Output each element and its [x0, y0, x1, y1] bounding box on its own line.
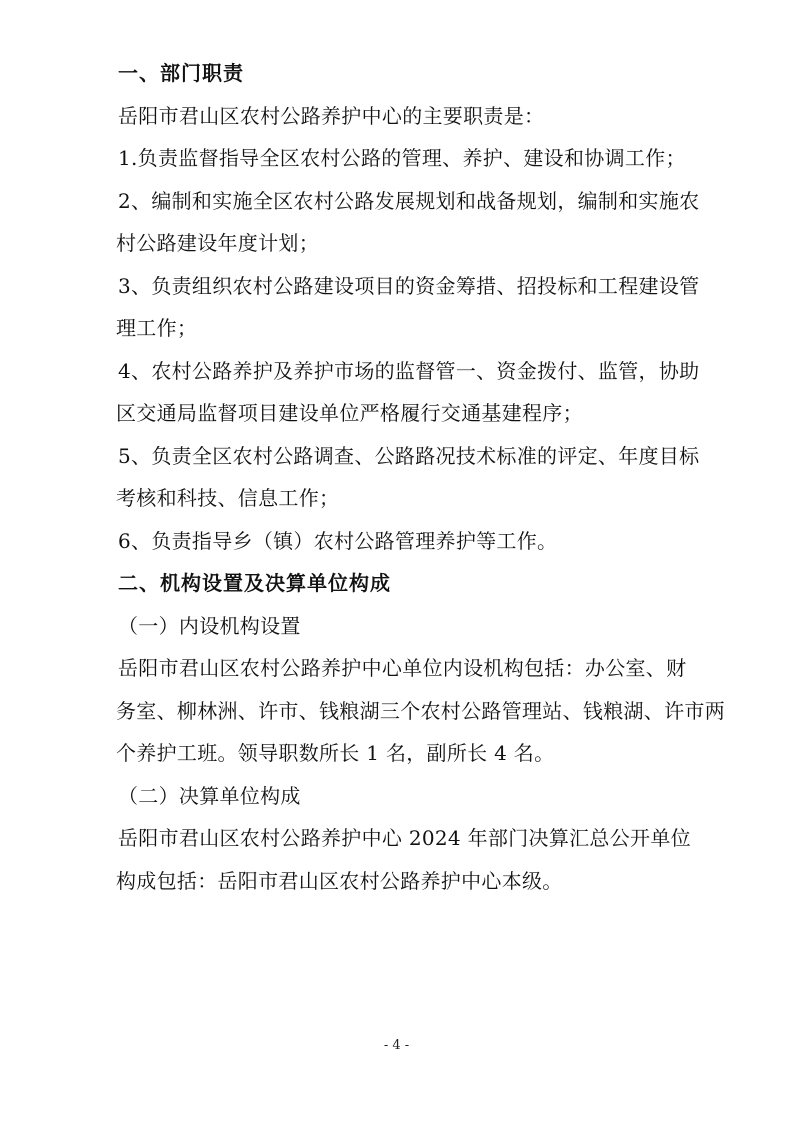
- subheading-budget-units: （二）决算单位构成: [118, 783, 301, 808]
- paragraph-duty-3-cont: [117, 307, 678, 350]
- paragraph-duty-3-cont-text: 理工作；: [116, 316, 198, 340]
- section-heading-structure: 二、机构设置及决算单位构成: [118, 571, 391, 595]
- paragraph-intro: 岳阳市君山区农村公路养护中心的主要职责是：: [118, 103, 545, 128]
- page-number: - 4 -: [383, 1038, 410, 1053]
- paragraph-duty-2-cont: [117, 222, 678, 265]
- paragraph-internal-structure-cont-2-text: 个养护工班。领导职数所长 1 名，副所长 4 名。: [116, 741, 555, 765]
- paragraph-duty-1: 1.负责监督指导全区农村公路的管理、养护、建设和协调工作；: [118, 146, 686, 170]
- paragraph-budget-units-cont-text: 构成包括：岳阳市君山区农村公路养护中心本级。: [116, 868, 563, 893]
- paragraph-internal-structure-cont-2: [117, 732, 678, 775]
- paragraph-budget-units: 岳阳市君山区农村公路养护中心 2024 年部门决算汇总公开单位: [118, 826, 691, 850]
- paragraph-duty-5-cont: [117, 477, 678, 520]
- paragraph-duty-4-cont-text: 区交通局监督项目建设单位严格履行交通基建程序；: [116, 401, 583, 425]
- paragraph-duty-5-cont-text: 考核和科技、信息工作；: [116, 486, 340, 510]
- paragraph-duty-4-cont: [117, 392, 678, 435]
- paragraph-internal-structure-cont-1: [116, 690, 725, 733]
- paragraph-duty-2-cont-text: 村公路建设年度计划；: [116, 231, 319, 255]
- paragraph-duty-2: 2、编制和实施全区农村公路发展规划和战备规划，编制和实施农: [118, 188, 700, 213]
- paragraph-duty-3: 3、负责组织农村公路建设项目的资金筹措、招投标和工程建设管: [118, 273, 700, 298]
- subheading-internal-structure: （一）内设机构设置: [118, 613, 301, 638]
- section-heading-duties: 一、部门职责: [118, 61, 244, 85]
- paragraph-duty-5: 5、负责全区农村公路调查、公路路况技术标准的评定、年度目标: [118, 443, 700, 468]
- paragraph-duty-4: 4、农村公路养护及养护市场的监督管一、资金拨付、监管，协助: [118, 358, 700, 383]
- paragraph-internal-structure-cont-1-text: 务室、柳林洲、许市、钱粮湖三个农村公路管理站、钱粮湖、许市两: [116, 698, 725, 723]
- paragraph-budget-units-cont: [117, 860, 678, 903]
- document-body: [116, 52, 725, 902]
- paragraph-duty-6: 6、负责指导乡（镇）农村公路管理养护等工作。: [118, 528, 558, 553]
- paragraph-internal-structure: 岳阳市君山区农村公路养护中心单位内设机构包括：办公室、财: [118, 656, 687, 680]
